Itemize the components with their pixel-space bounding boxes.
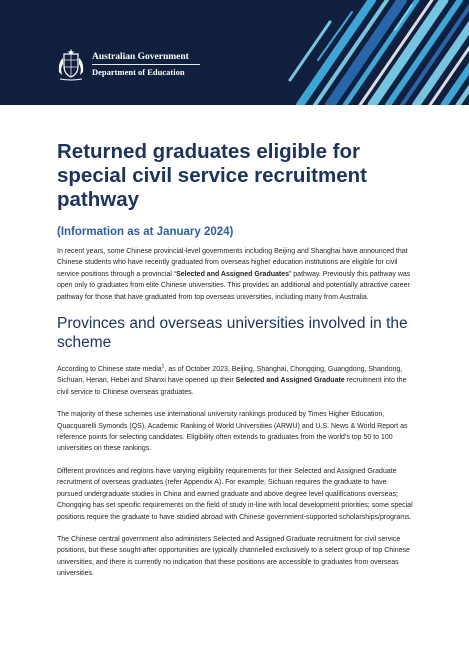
intro-bold-term: Selected and Assigned Graduates	[176, 270, 290, 278]
paragraph-3: Different provinces and regions have varying eligibility requirements for their Selected and Assigned Graduate recruitment of overseas graduates (refer Appendix A). For example, Sichuan requires the graduate to have pursued undergraduate studies in China and earned graduate and above degree level qualifications overseas; Chongqing has set specific requirements on the field of study in-line with local development priorities; some special positions require the graduate to have studied abroad with Chinese government-supported scholarships/programs.	[57, 467, 413, 521]
intro-text-2: ” pathway. Previously this pathway was open only to graduates from elite Chinese universities. This provides an additional and potentially attractive career pathway for those that have graduated from top overseas universities, including many from Australia.	[57, 270, 411, 301]
coat-of-arms-icon	[56, 48, 86, 82]
header-banner	[0, 0, 469, 105]
intro-paragraph	[57, 246, 413, 303]
paragraph-1	[57, 364, 413, 398]
paragraph-4: The Chinese central government also administers Selected and Assigned Graduate recruitment for civil service positions, but these sought-after opportunities are typically channelled exclusively to a select group of top Chinese universities, and there is currently no indication that these positions are accessible to graduates from overseas universities.	[57, 535, 410, 578]
page-title: Returned graduates eligible for special civil service recruitment pathway	[57, 140, 367, 211]
page-subtitle: (Information as at January 2024)	[57, 226, 234, 238]
document-body	[57, 140, 413, 591]
para1-text-1: According to Chinese state media	[57, 366, 162, 374]
header-divider	[92, 64, 200, 65]
government-name: Australian Government	[92, 52, 189, 62]
banner-stripe	[315, 0, 387, 105]
para1-text-2: , as of October 2023, Beijing, Shanghai, Chongqing, Guangdong, Shandong, Sichuan, Henan, Hebei and Shanxi have opened up their	[57, 366, 403, 385]
intro-text-1: In recent years, some Chinese provincial-level governments including Beijing and Shanghai have announced that Chinese students who have recently graduated from overseas higher education institutions are eligible for civil service positions through a provincial “	[57, 248, 408, 278]
paragraph-2: The majority of these schemes use international university rankings produced by Times Higher Education, Quacquarelli Symonds (QS), Academic Ranking of World Universities (ARWU) and U.S. News & World Report as reference points for selecting candidates. Eligibility often extends to graduates from the world’s top 50 to 100 universities on these rankings.	[57, 411, 408, 453]
footnote-marker[interactable]: 1	[161, 363, 165, 370]
section-heading: Provinces and overseas universities involved in the scheme	[57, 315, 408, 352]
department-name: Department of Education	[92, 67, 185, 77]
para1-bold-term: Selected and Assigned Graduate	[235, 377, 345, 385]
para1-text-3: recruitment into the civil service to Chinese overseas graduates.	[57, 377, 407, 396]
